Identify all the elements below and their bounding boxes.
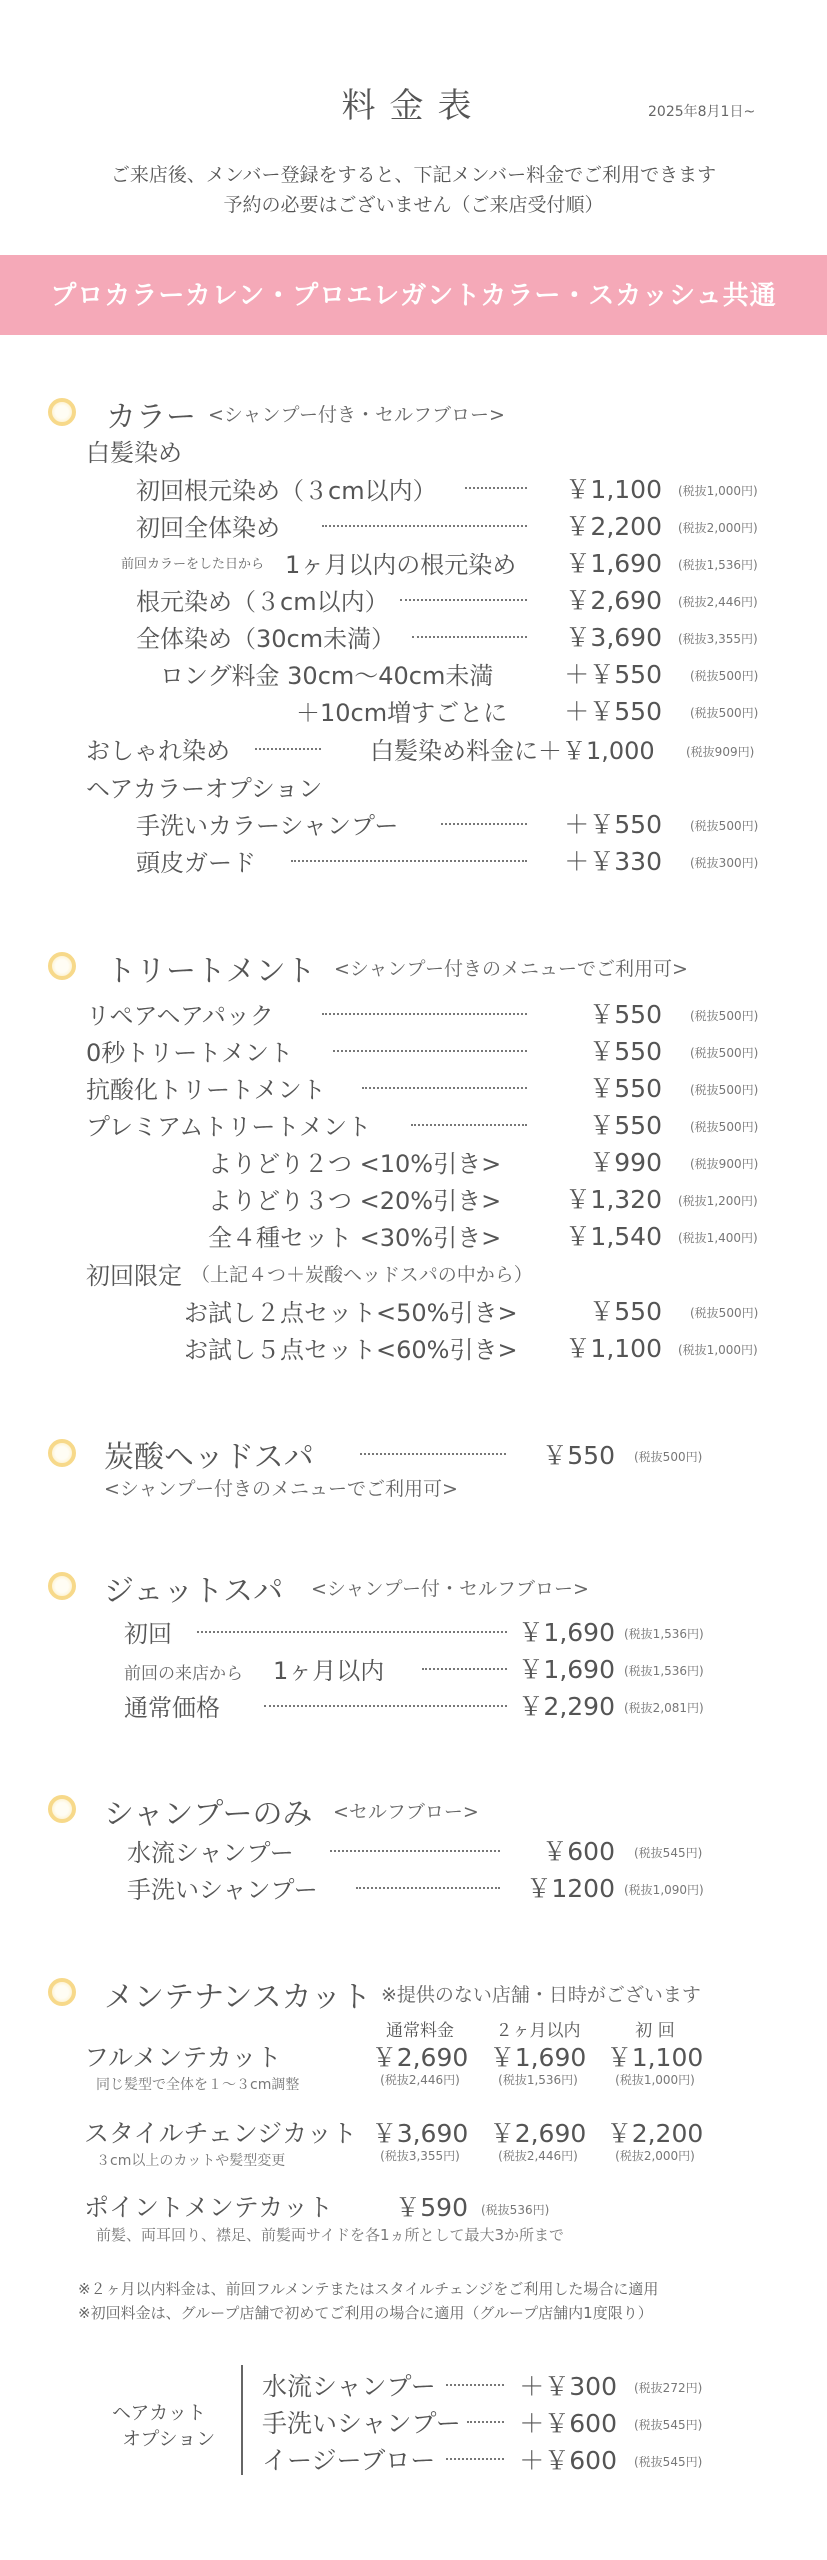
cut-tax: (税抜2,446円) xyxy=(498,2149,578,2163)
menu-item-price: ￥1,690 xyxy=(518,1655,615,1684)
option-item-label: イージーブロー xyxy=(262,2446,436,2475)
effective-date: 2025年8月1日~ xyxy=(648,104,756,120)
cut-price: ￥2,690 xyxy=(371,2043,469,2072)
section-note-carbonic-spa: <シャンプー付きのメニューでご利用可> xyxy=(104,1478,458,1500)
option-item-price: ＋￥300 xyxy=(519,2372,617,2401)
menu-item-prefix: 前回の来店から xyxy=(124,1664,243,1684)
circle-bullet-icon xyxy=(48,1795,76,1823)
option-item-tax: (税抜545円) xyxy=(634,2455,703,2469)
first-time-label: 初回限定 xyxy=(86,1262,182,1290)
cut-row-desc: 同じ髪型で全体を１～３cm調整 xyxy=(96,2077,300,2093)
set-item-price: ￥990 xyxy=(589,1148,662,1177)
cut-option-label: オプション xyxy=(122,2428,216,2450)
point-cut-price: ￥590 xyxy=(395,2193,468,2222)
circle-bullet-icon xyxy=(48,1439,76,1467)
cut-tax: (税抜1,536円) xyxy=(498,2073,578,2087)
set-item-price: ￥1,320 xyxy=(565,1185,662,1214)
point-cut-desc: 前髪、両耳回り、襟足、前髪両サイドを各1ヵ所として最大3か所まで xyxy=(96,2226,565,2244)
cut-price: ￥1,100 xyxy=(606,2043,704,2072)
menu-item-price: ＋￥550 xyxy=(564,660,662,689)
menu-item-tax: (税抜2,081円) xyxy=(624,1701,704,1715)
cut-row-label: スタイルチェンジカット xyxy=(84,2119,357,2148)
menu-item-label: 1ヶ月以内 xyxy=(273,1657,385,1685)
menu-item-label: 1ヶ月以内の根元染め xyxy=(285,551,517,579)
menu-item-price: ￥550 xyxy=(589,1000,662,1029)
leader-dots xyxy=(356,1887,500,1889)
cut-tax: (税抜2,000円) xyxy=(615,2149,695,2163)
color-option-label: ヘアカラーオプション xyxy=(86,775,323,803)
menu-item-label: 手洗いシャンプー xyxy=(127,1876,318,1904)
section-note-maintenance: ※提供のない店舗・日時がございます xyxy=(381,1984,701,2006)
trial-item-tax: (税抜500円) xyxy=(690,1306,759,1320)
set-item-tax: (税抜900円) xyxy=(690,1157,759,1171)
menu-item-price: ￥2,200 xyxy=(565,512,662,541)
leader-dots xyxy=(322,525,527,527)
menu-item-price: ￥600 xyxy=(542,1837,615,1866)
menu-item-price: ￥550 xyxy=(589,1037,662,1066)
menu-item-price: ￥1200 xyxy=(526,1874,615,1903)
section-note-jet-spa: <シャンプー付・セルフブロー> xyxy=(311,1578,589,1600)
carbonic-spa-tax: (税抜500円) xyxy=(634,1450,703,1464)
trial-item-label: お試し２点セット<50%引き> xyxy=(184,1299,518,1327)
menu-item-prefix: 前回カラーをした日から xyxy=(121,557,265,572)
menu-item-label: 初回根元染め（３cm以内） xyxy=(136,477,437,505)
menu-item-label: 初回全体染め xyxy=(136,514,280,542)
circle-bullet-icon xyxy=(48,952,76,980)
option-item-price: ＋￥600 xyxy=(519,2409,617,2438)
trial-item-tax: (税抜1,000円) xyxy=(678,1343,758,1357)
footnote: ※初回料金は、グループ店舗で初めてご利用の場合に適用（グループ店舗内1度限り） xyxy=(78,2304,653,2322)
circle-bullet-icon xyxy=(48,398,76,426)
menu-item-price: ￥1,690 xyxy=(518,1618,615,1647)
fashion-dye-label: おしゃれ染め xyxy=(86,737,230,765)
cut-tax: (税抜1,000円) xyxy=(615,2073,695,2087)
intro-line-2: 予約の必要はございません（ご来店受付順） xyxy=(223,194,604,216)
menu-item-price: ￥2,290 xyxy=(518,1692,615,1721)
menu-item-label: ＋10cm増すごとに xyxy=(296,699,508,727)
cut-tax: (税抜2,446円) xyxy=(380,2073,460,2087)
menu-item-label: 水流シャンプー xyxy=(127,1839,294,1867)
menu-item-price: ￥3,690 xyxy=(565,623,662,652)
menu-item-price: ￥550 xyxy=(589,1111,662,1140)
menu-item-tax: (税抜500円) xyxy=(690,669,759,683)
leader-dots xyxy=(400,599,527,601)
cut-row-label: フルメンテカット xyxy=(84,2043,282,2072)
trial-item-label: お試し５点セット<60%引き> xyxy=(184,1336,518,1364)
leader-dots xyxy=(322,1013,527,1015)
column-header: 初 回 xyxy=(635,2021,675,2041)
menu-item-tax: (税抜2,000円) xyxy=(678,521,758,535)
menu-item-tax: (税抜500円) xyxy=(690,1120,759,1134)
leader-dots xyxy=(255,748,321,750)
leader-dots xyxy=(362,1087,527,1089)
option-item-price: ＋￥600 xyxy=(519,2446,617,2475)
menu-item-price: ￥550 xyxy=(589,1074,662,1103)
menu-item-tax: (税抜1,090円) xyxy=(624,1883,704,1897)
section-title-carbonic-spa: 炭酸ヘッドスパ xyxy=(104,1440,314,1475)
menu-item-tax: (税抜1,536円) xyxy=(624,1627,704,1641)
cut-price: ￥2,690 xyxy=(489,2119,587,2148)
cut-price: ￥2,200 xyxy=(606,2119,704,2148)
column-header: 通常料金 xyxy=(386,2021,454,2041)
menu-item-label: 通常価格 xyxy=(124,1694,220,1722)
circle-bullet-icon xyxy=(48,1572,76,1600)
leader-dots xyxy=(446,2384,504,2386)
page-title: 料金表 xyxy=(341,86,486,126)
divider xyxy=(241,2365,243,2475)
set-item-price: ￥1,540 xyxy=(565,1222,662,1251)
gray-dye-label: 白髪染め xyxy=(86,439,182,467)
cut-price: ￥1,690 xyxy=(489,2043,587,2072)
trial-item-price: ￥1,100 xyxy=(565,1334,662,1363)
menu-item-tax: (税抜2,446円) xyxy=(678,595,758,609)
section-note-treatment: <シャンプー付きのメニューでご利用可> xyxy=(334,958,688,980)
menu-item-price: ￥1,690 xyxy=(565,549,662,578)
menu-item-tax: (税抜3,355円) xyxy=(678,632,758,646)
menu-item-label: ロング料金 30cm～40cm未満 xyxy=(160,662,494,690)
menu-item-tax: (税抜300円) xyxy=(690,856,759,870)
point-cut-label: ポイントメンテカット xyxy=(84,2193,334,2222)
leader-dots xyxy=(412,636,527,638)
section-title-color: カラー xyxy=(106,400,196,435)
leader-dots xyxy=(446,2458,504,2460)
menu-item-price: ￥2,690 xyxy=(565,586,662,615)
leader-dots xyxy=(360,1453,506,1455)
leader-dots xyxy=(330,1850,500,1852)
cut-option-label: ヘアカット xyxy=(112,2402,207,2424)
cut-row-desc: ３cm以上のカットや髪型変更 xyxy=(96,2153,286,2169)
set-item-label: 全４種セット <30%引き> xyxy=(208,1224,502,1252)
menu-item-tax: (税抜909円) xyxy=(686,745,755,759)
set-item-tax: (税抜1,200円) xyxy=(678,1194,758,1208)
set-item-label: よりどり３つ <20%引き> xyxy=(208,1187,502,1215)
cut-tax: (税抜3,355円) xyxy=(380,2149,460,2163)
menu-item-label: 根元染め（３cm以内） xyxy=(136,588,389,616)
menu-item-tax: (税抜545円) xyxy=(634,1846,703,1860)
banner-text: プロカラーカレン・プロエレガントカラー・スカッシュ共通 xyxy=(50,281,777,311)
option-item-tax: (税抜545円) xyxy=(634,2418,703,2432)
section-title-shampoo: シャンプーのみ xyxy=(104,1797,313,1832)
menu-item-price: ＋￥330 xyxy=(564,847,662,876)
leader-dots xyxy=(467,2421,504,2423)
leader-dots xyxy=(264,1705,507,1707)
leader-dots xyxy=(465,487,527,489)
menu-item-price: ￥1,100 xyxy=(565,475,662,504)
section-note-shampoo: <セルフブロー> xyxy=(333,1801,479,1823)
menu-item-label: リペアヘアパック xyxy=(86,1002,274,1030)
leader-dots xyxy=(411,1124,527,1126)
leader-dots xyxy=(197,1631,507,1633)
menu-item-label: 初回 xyxy=(124,1620,172,1648)
first-time-note: （上記４つ＋炭酸ヘッドスパの中から） xyxy=(191,1264,533,1286)
menu-item-tax: (税抜1,000円) xyxy=(678,484,758,498)
set-item-tax: (税抜1,400円) xyxy=(678,1231,758,1245)
option-item-label: 手洗いシャンプー xyxy=(262,2409,461,2438)
menu-item-label: プレミアムトリートメント xyxy=(86,1113,372,1141)
section-title-treatment: トリートメント xyxy=(106,954,316,989)
menu-item-tax: (税抜500円) xyxy=(690,1046,759,1060)
menu-item-label: 抗酸化トリートメント xyxy=(86,1076,326,1104)
menu-item-label: 頭皮ガード xyxy=(136,849,256,877)
menu-item-tax: (税抜1,536円) xyxy=(624,1664,704,1678)
set-item-label: よりどり２つ <10%引き> xyxy=(208,1150,502,1178)
menu-item-price: ＋￥550 xyxy=(564,810,662,839)
cut-price: ￥3,690 xyxy=(371,2119,469,2148)
leader-dots xyxy=(422,1668,507,1670)
menu-item-tax: (税抜500円) xyxy=(690,706,759,720)
menu-item-tax: (税抜500円) xyxy=(690,1083,759,1097)
section-title-jet-spa: ジェットスパ xyxy=(104,1574,284,1609)
point-cut-tax: (税抜536円) xyxy=(481,2203,550,2217)
option-item-tax: (税抜272円) xyxy=(634,2381,703,2395)
menu-item-label: 全体染め（30cm未満） xyxy=(136,625,396,653)
option-item-label: 水流シャンプー xyxy=(262,2372,436,2401)
menu-item-tax: (税抜500円) xyxy=(690,819,759,833)
column-header: ２ヶ月以内 xyxy=(495,2021,581,2041)
fashion-dye-price: 白髪染め料金に＋￥1,000 xyxy=(370,737,655,765)
footnote: ※２ヶ月以内料金は、前回フルメンテまたはスタイルチェンジをご利用した場合に適用 xyxy=(78,2280,659,2298)
menu-item-label: 0秒トリートメント xyxy=(86,1039,294,1067)
trial-item-price: ￥550 xyxy=(589,1297,662,1326)
leader-dots xyxy=(291,860,527,862)
leader-dots xyxy=(441,823,527,825)
circle-bullet-icon xyxy=(48,1978,76,2006)
intro-line-1: ご来店後、メンバー登録をすると、下記メンバー料金でご利用できます xyxy=(110,164,717,186)
carbonic-spa-price: ￥550 xyxy=(542,1441,615,1470)
section-note-color: <シャンプー付き・セルフブロー> xyxy=(208,404,505,426)
leader-dots xyxy=(333,1050,527,1052)
section-title-maintenance: メンテナンスカット xyxy=(104,1980,372,2015)
menu-item-tax: (税抜500円) xyxy=(690,1009,759,1023)
menu-item-tax: (税抜1,536円) xyxy=(678,558,758,572)
menu-item-label: 手洗いカラーシャンプー xyxy=(136,812,399,840)
menu-item-price: ＋￥550 xyxy=(564,697,662,726)
